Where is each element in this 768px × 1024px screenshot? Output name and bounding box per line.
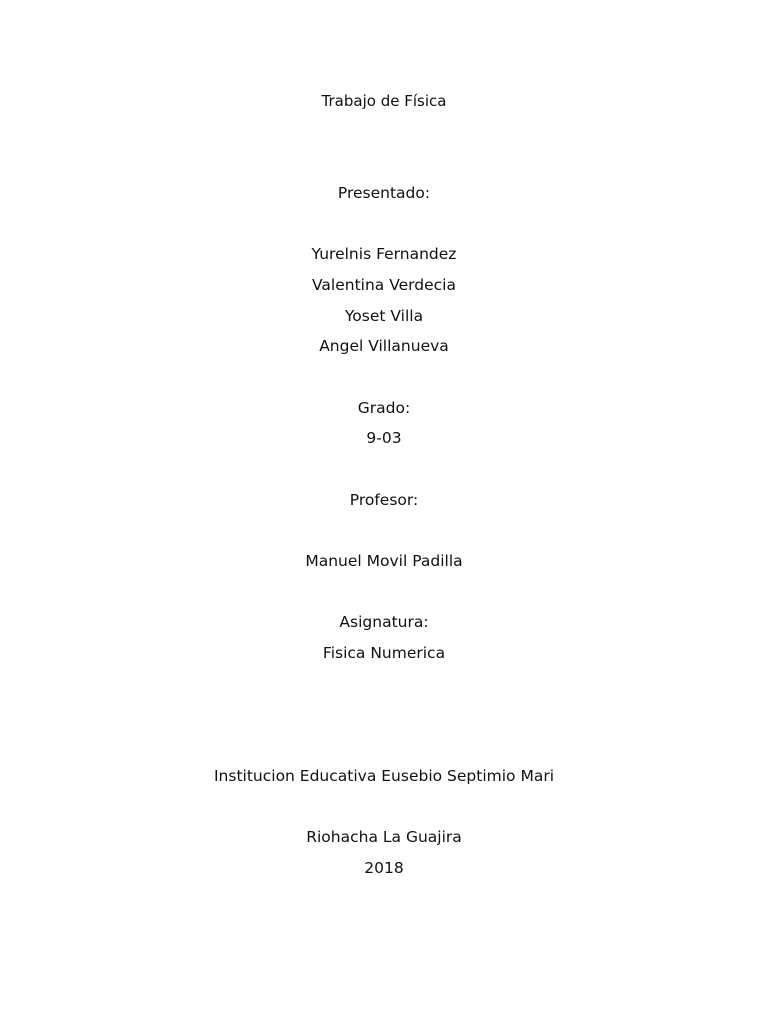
year: 2018	[364, 859, 404, 877]
document-title: Trabajo de Física	[321, 92, 447, 110]
student-name: Yurelnis Fernandez	[311, 245, 457, 263]
grade-label: Grado:	[357, 399, 411, 417]
presented-label: Presentado:	[337, 184, 431, 202]
institution-name: Institucion Educativa Eusebio Septimio Mari	[213, 767, 555, 785]
student-name: Valentina Verdecia	[312, 276, 456, 294]
grade-value: 9-03	[366, 429, 402, 447]
location: Riohacha La Guajira	[306, 828, 462, 846]
subject-label: Asignatura:	[339, 613, 429, 631]
subject-name: Fisica Numerica	[322, 644, 446, 662]
student-name: Yoset Villa	[344, 307, 424, 325]
teacher-label: Profesor:	[349, 491, 419, 509]
student-name: Angel Villanueva	[319, 337, 449, 355]
teacher-name: Manuel Movil Padilla	[305, 552, 463, 570]
